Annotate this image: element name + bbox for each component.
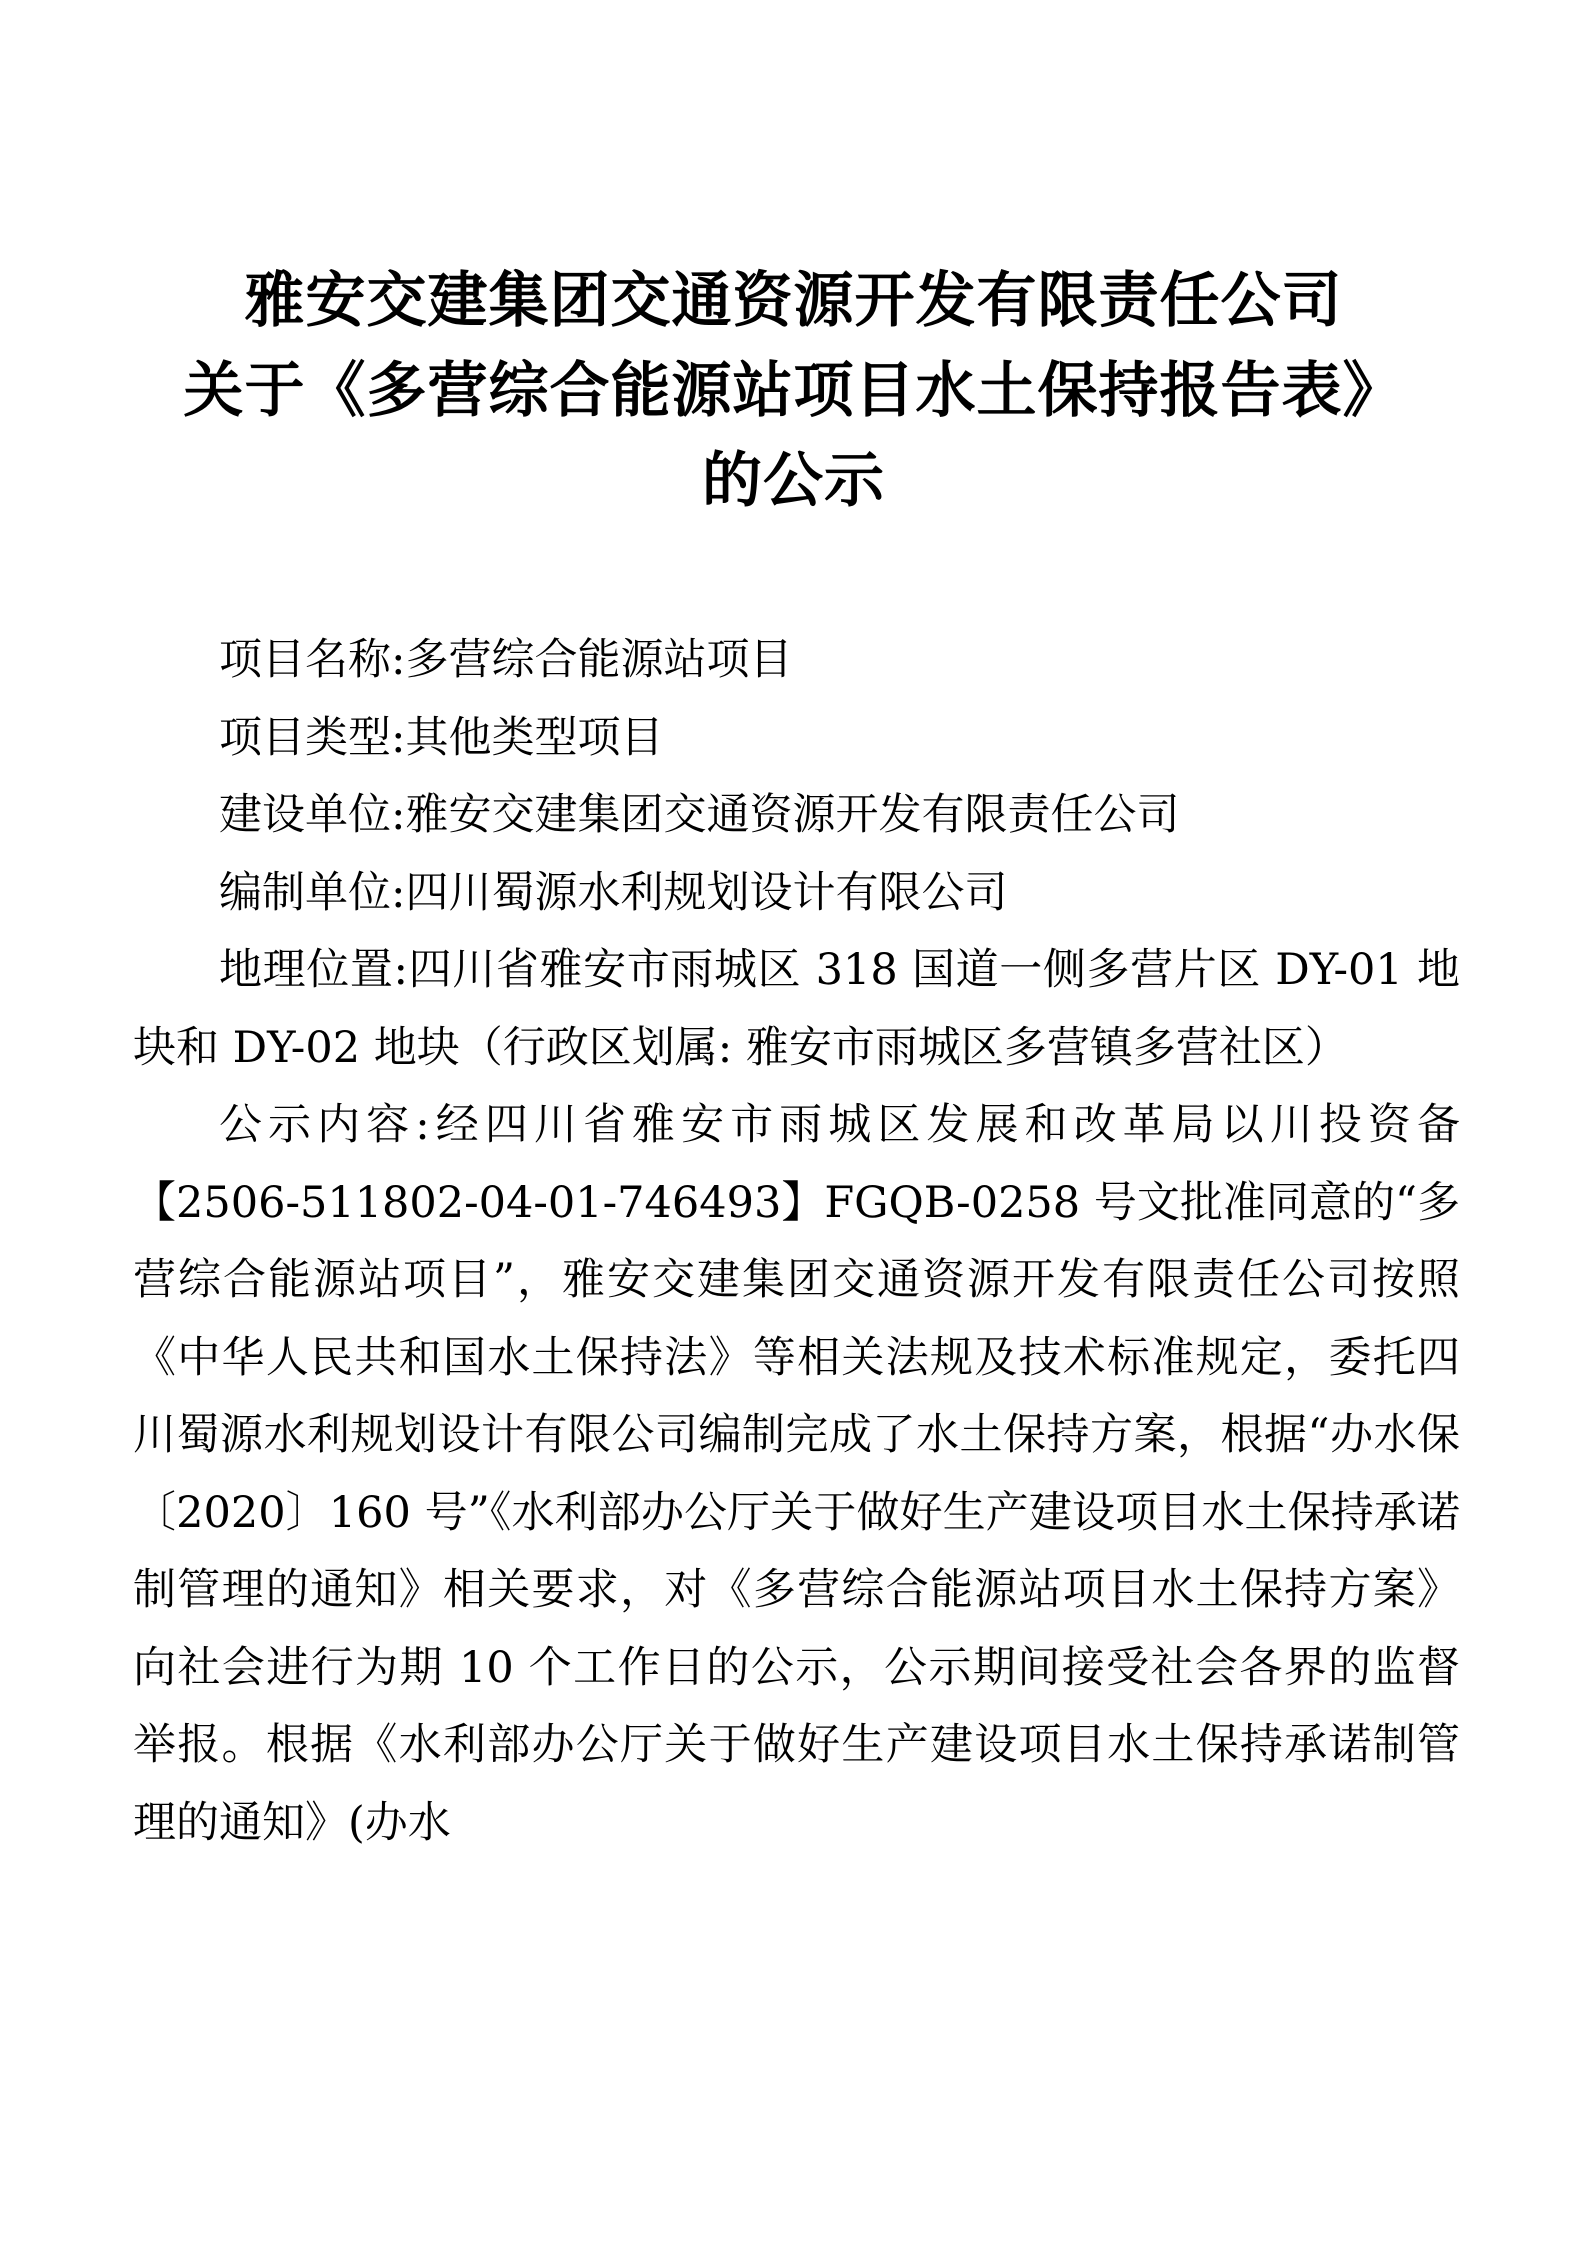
title-line-report-subject: 关于《多营综合能源站项目水土保持报告表》 <box>183 356 1404 426</box>
paragraph-construction-unit: 建设单位:雅安交建集团交通资源开发有限责任公司 <box>219 790 1180 840</box>
title-line-notice: 的公示 <box>702 446 885 516</box>
paragraph-project-type: 项目类型:其他类型项目 <box>219 712 664 763</box>
paragraph-project-name: 项目名称:多营综合能源站项目 <box>219 635 793 685</box>
paragraph-geographic-location: 地理位置:四川省雅安市雨城区 318 国道一侧多营片区 DY-01 地块和 DY-02 地块（行政区划属: 雅安市雨城区多营镇多营社区） <box>133 945 1460 1073</box>
document-title <box>0 0 1587 526</box>
title-line-company: 雅安交建集团交通资源开发有限责任公司 <box>244 266 1343 336</box>
document-body <box>0 622 1587 1862</box>
paragraph-notice-content: 公示内容:经四川省雅安市雨城区发展和改革局以川投资备【2506-511802-04-01-746493】FGQB-0258 号文批准同意的“多营综合能源站项目”，雅安交建集团交通资源开发有限责任公司按照《中华人民共和国水土保持法》等相关法规及技术标准规定，委托四川蜀源水利规划设计有限公司编制完成了水土保持方案，根据“办水保〔2020〕160 号”《水利部办公厅关于做好生产建设项目水土保持承诺制管理的通知》相关要求，对《多营综合能源站项目水土保持方案》向社会进行为期 10 个工作日的公示，公示期间接受社会各界的监督举报。根据《水利部办公厅关于做好生产建设项目水土保持承诺制管理的通知》(办水 <box>133 1100 1461 1848</box>
paragraph-compiling-unit: 编制单位:四川蜀源水利规划设计有限公司 <box>219 867 1008 918</box>
